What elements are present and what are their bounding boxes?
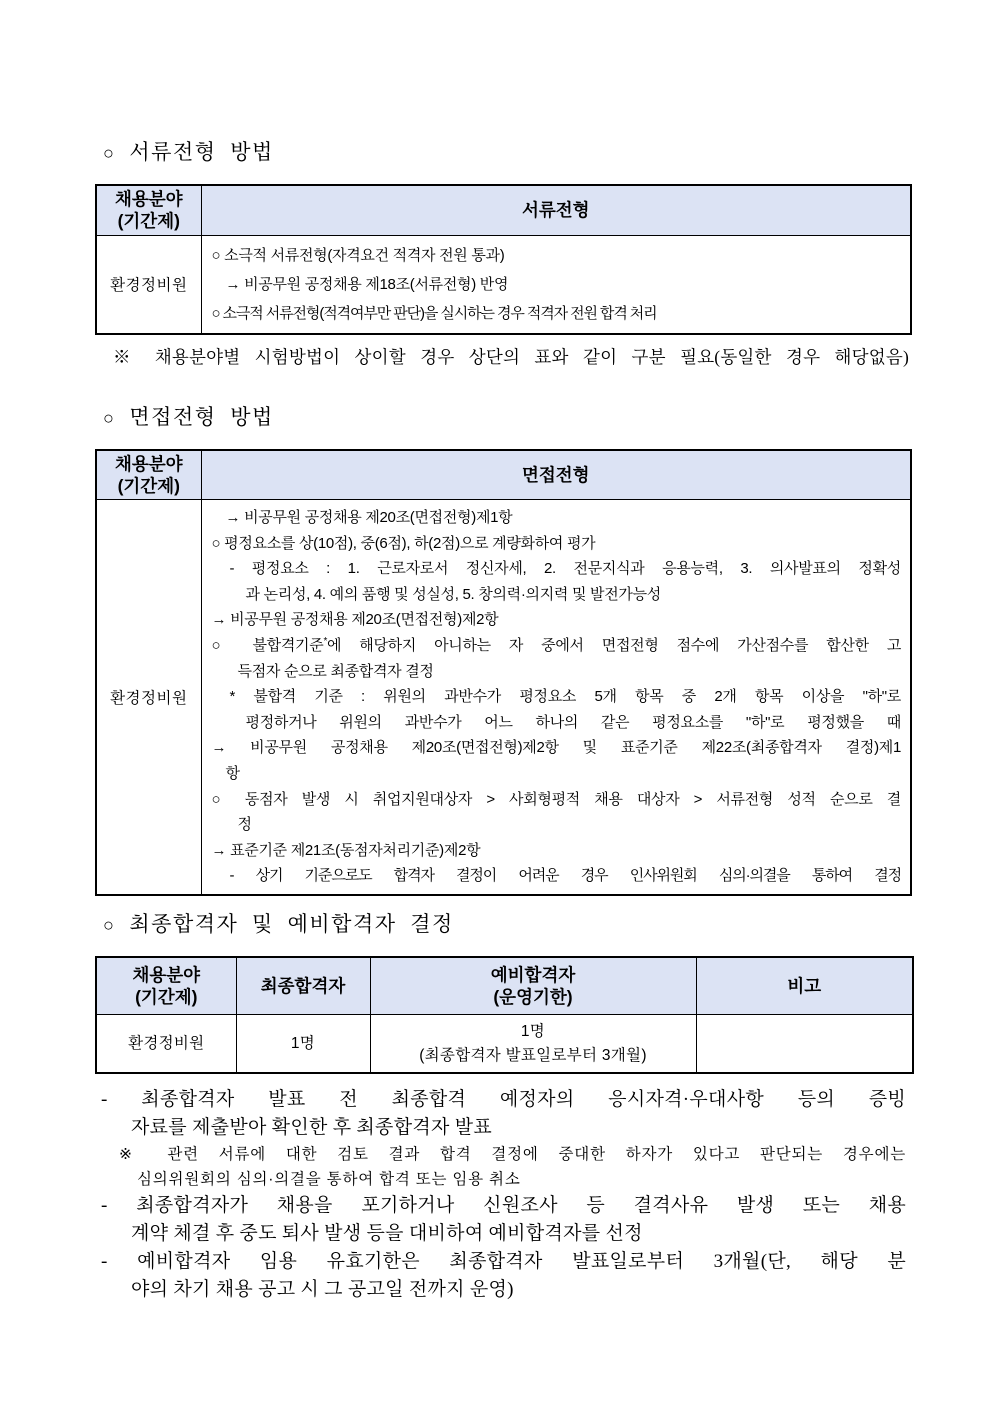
table-header-row bbox=[96, 957, 913, 1015]
footer-sub-note: ※ 관련 서류에 대한 검토 결과 합격 결정에 중대한 하자가 있다고 판단되는 경우에는 bbox=[119, 1145, 906, 1163]
header-remarks: 비고 bbox=[696, 957, 913, 1015]
circle-bullet-icon: ○ bbox=[103, 407, 116, 428]
table-row bbox=[96, 235, 911, 334]
detail-line: ○ 불합격기준*에 해당하지 아니하는 자 중에서 면접전형 점수에 가산점수를 합산한 고 bbox=[211, 635, 902, 654]
cell-screening-details bbox=[201, 235, 911, 334]
detail-line: - 상기 기준으로도 합격자 결정이 어려운 경우 인사위원회 심의·의결을 통하여 결정 bbox=[229, 867, 901, 885]
detail-line: 평정하거나 위원의 과반수가 어느 하나의 같은 평정요소를 "하"로 평정했을 때 bbox=[245, 713, 901, 731]
footer-item-continuation: 계약 체결 후 중도 퇴사 발생 등을 대비하여 예비합격자를 선정 bbox=[131, 1222, 643, 1244]
detail-line: ○ 소극적 서류전형(자격요건 적격자 전원 통과) bbox=[211, 246, 505, 264]
table-row bbox=[96, 1015, 913, 1073]
final-candidates-table bbox=[95, 956, 914, 1074]
document-screening-table bbox=[95, 184, 912, 335]
header-recruit-field bbox=[96, 957, 236, 1015]
cell-recruit-field: 환경정비원 bbox=[96, 1015, 236, 1073]
table-row bbox=[96, 500, 911, 895]
section-title-text: 서류전형 방법 bbox=[129, 140, 274, 164]
header-recruit-field bbox=[96, 450, 201, 500]
header-recruit-field-line1: 채용분야 bbox=[114, 453, 183, 474]
cell-reserve-line1: 1명 bbox=[520, 1022, 546, 1040]
section-title-final-decision bbox=[95, 910, 912, 938]
header-reserve-line1: 예비합격자 bbox=[490, 965, 576, 986]
cell-recruit-field: 환경정비원 bbox=[96, 235, 201, 334]
circle-bullet-icon: ○ bbox=[103, 143, 116, 163]
section-title-text: 면접전형 방법 bbox=[129, 404, 274, 429]
header-reserve-candidate bbox=[370, 957, 696, 1015]
detail-line: → 표준기준 제21조(동점자처리기준)제2항 bbox=[211, 841, 481, 859]
header-recruit-field-line2: (기간제) bbox=[117, 211, 180, 232]
header-recruit-field-line1: 채용분야 bbox=[114, 189, 183, 210]
footer-notes bbox=[95, 1086, 912, 1304]
cell-recruit-field: 환경정비원 bbox=[96, 500, 201, 895]
detail-line: ○ 동점자 발생 시 취업지원대상자 > 사회형평적 채용 대상자 > 서류전형 성적 순으로 결 bbox=[211, 790, 901, 808]
footer-item-continuation: 자료를 제출받아 확인한 후 최종합격자 발표 bbox=[131, 1116, 493, 1138]
section-title-text: 최종합격자 및 예비합격자 결정 bbox=[129, 911, 454, 936]
header-recruit-field-line2: (기간제) bbox=[135, 987, 198, 1008]
table-header-row bbox=[96, 185, 911, 235]
footer-item: - 예비합격자 임용 유효기한은 최종합격자 발표일로부터 3개월(단, 해당 분 bbox=[101, 1250, 906, 1272]
detail-line: 정 bbox=[237, 816, 252, 834]
cell-interview-details bbox=[201, 500, 911, 895]
header-recruit-field-line1: 채용분야 bbox=[132, 965, 201, 986]
table-note: ※ 채용분야별 시험방법이 상이할 경우 상단의 표와 같이 구분 필요(동일한 경우 해당없음) bbox=[113, 346, 909, 367]
section-title-interview bbox=[95, 403, 912, 431]
circle-bullet-icon: ○ bbox=[103, 914, 116, 935]
detail-line: → 비공무원 공정채용 제18조(서류전형) 반영 bbox=[225, 275, 509, 293]
detail-line: → 비공무원 공정채용 제20조(면접전형)제2항 및 표준기준 제22조(최종합격자 결정)제1 bbox=[211, 739, 901, 757]
footer-item-continuation: 야의 차기 채용 공고 시 그 공고일 전까지 운영) bbox=[131, 1278, 514, 1300]
cell-remarks bbox=[696, 1015, 913, 1073]
footer-sub-note-continuation: 심의위원회의 심의·의결을 통하여 합격 또는 임용 취소 bbox=[137, 1170, 521, 1188]
detail-line: ○ 소극적 서류전형(적격여부만 판단)을 실시하는 경우 적격자 전원 합격 처리 bbox=[211, 304, 657, 322]
detail-line: - 평정요소 : 1. 근로자로서 정신자세, 2. 전문지식과 응용능력, 3. 의사발표의 정확성 bbox=[229, 560, 901, 578]
detail-line: → 비공무원 공정채용 제20조(면접전형)제1항 bbox=[225, 509, 513, 526]
detail-line: 항 bbox=[225, 764, 240, 782]
cell-reserve-line2: (최종합격자 발표일로부터 3개월) bbox=[419, 1046, 647, 1064]
header-recruit-field-line2: (기간제) bbox=[117, 475, 180, 496]
table-header-row bbox=[96, 450, 911, 500]
footnote-asterisk: * bbox=[323, 635, 328, 647]
section-title-document-screening bbox=[95, 138, 912, 166]
footer-item: - 최종합격자가 채용을 포기하거나 신원조사 등 결격사유 발생 또는 채용 bbox=[101, 1194, 906, 1216]
header-recruit-field bbox=[96, 185, 201, 235]
detail-line: * 불합격 기준 : 위원의 과반수가 평정요소 5개 항목 중 2개 항목 이상을 "하"로 bbox=[229, 688, 901, 706]
detail-line: → 비공무원 공정채용 제20조(면접전형)제2항 bbox=[211, 611, 499, 629]
detail-line: ○ 평정요소를 상(10점), 중(6점), 하(2점)으로 계량화하여 평가 bbox=[211, 534, 596, 552]
header-final-candidate: 최종합격자 bbox=[236, 957, 370, 1015]
header-document-screening: 서류전형 bbox=[201, 185, 911, 235]
header-interview: 면접전형 bbox=[201, 450, 911, 500]
interview-table bbox=[95, 449, 912, 896]
detail-line: 과 논리성, 4. 예의 품행 및 성실성, 5. 창의력·의지력 및 발전가능성 bbox=[245, 585, 661, 603]
detail-line: 득점자 순으로 최종합격자 결정 bbox=[237, 662, 434, 680]
cell-reserve-candidate bbox=[370, 1015, 696, 1073]
footer-item: - 최종합격자 발표 전 최종합격 예정자의 응시자격·우대사항 등의 증빙 bbox=[101, 1088, 906, 1110]
cell-final-candidate: 1명 bbox=[236, 1015, 370, 1073]
header-reserve-line2: (운영기한) bbox=[493, 987, 573, 1008]
